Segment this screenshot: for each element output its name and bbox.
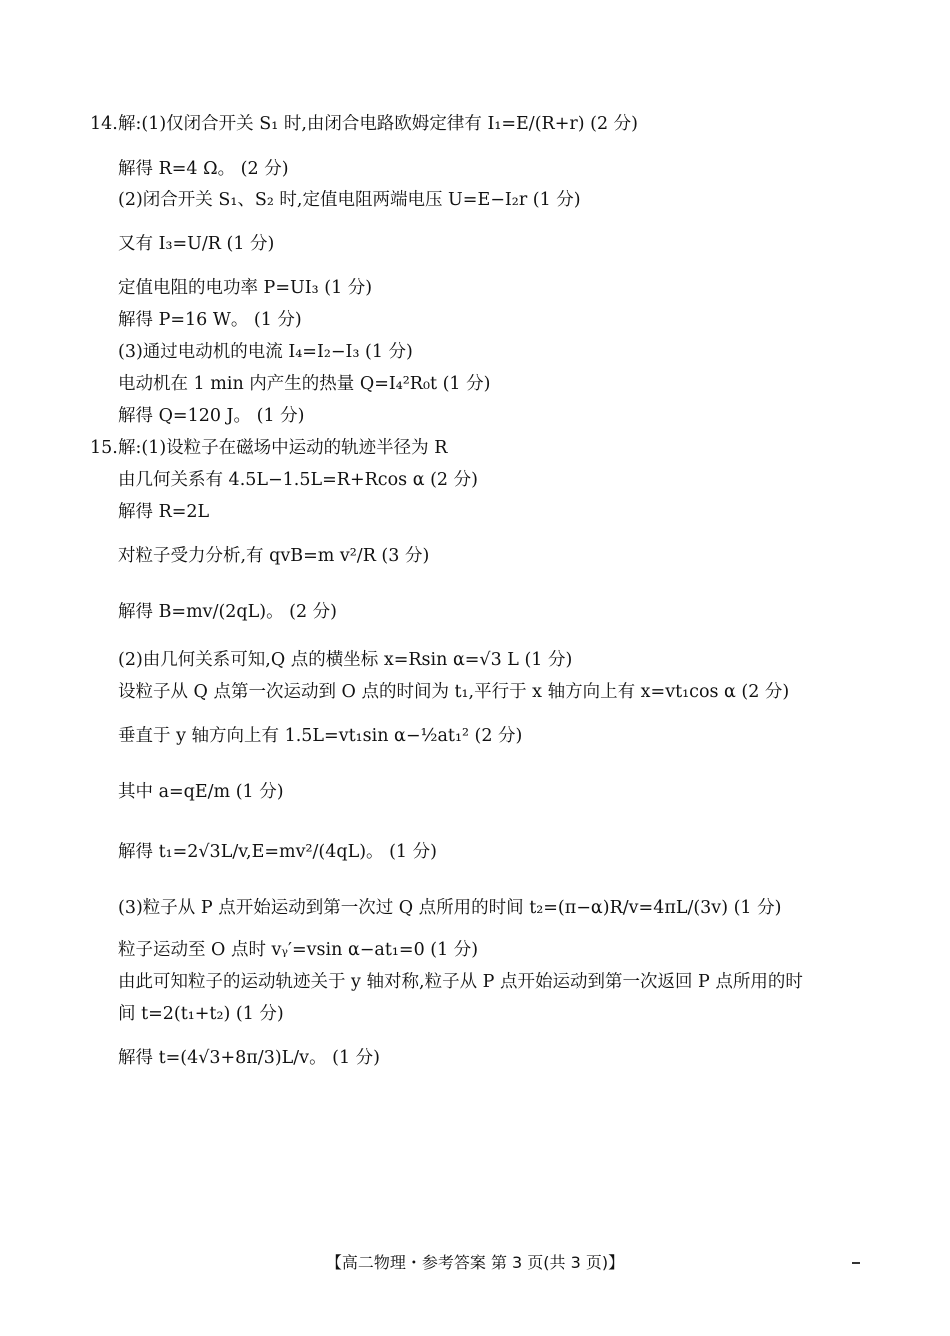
- p15-line-12: 粒子运动至 O 点时 vᵧ′=vsin α−at₁=0 (1 分): [118, 940, 479, 960]
- p14-line-3: (2)闭合开关 S₁、S₂ 时,定值电阻两端电压 U=E−I₂r (1 分): [118, 190, 581, 210]
- p14-line-4: 又有 I₃=U/R (1 分): [118, 234, 275, 254]
- p14-line-7: (3)通过电动机的电流 I₄=I₂−I₃ (1 分): [118, 342, 413, 362]
- page-footer: 【高二物理・参考答案 第 3 页(共 3 页)】: [325, 1253, 625, 1272]
- p14-line-5: 定值电阻的电功率 P=UI₃ (1 分): [118, 278, 373, 298]
- p14-line-6: 解得 P=16 W。 (1 分): [118, 310, 302, 330]
- p15-line-5: 解得 B=mv/(2qL)。 (2 分): [118, 602, 337, 622]
- p14-line-1: [118, 112, 638, 136]
- p15-line-2: 由几何关系有 4.5L−1.5L=R+Rcos α (2 分): [118, 470, 478, 490]
- p15-line-9: 其中 a=qE/m (1 分): [118, 782, 284, 802]
- p15-line-11: (3)粒子从 P 点开始运动到第一次过 Q 点所用的时间 t₂=(π−α)R/v=4πL/(3v) (1 分): [118, 898, 782, 918]
- problem-15-number: 15.: [90, 438, 118, 458]
- p15-line-13: 由此可知粒子的运动轨迹关于 y 轴对称,粒子从 P 点开始运动到第一次返回 P 点所用的时: [118, 972, 803, 992]
- p15-line-10: 解得 t₁=2√3L/v,E=mv²/(4qL)。 (1 分): [118, 842, 437, 862]
- p15-line-6: (2)由几何关系可知,Q 点的横坐标 x=Rsin α=√3 L (1 分): [118, 650, 573, 670]
- p15-line-7: 设粒子从 Q 点第一次运动到 O 点的时间为 t₁,平行于 x 轴方向上有 x=vt₁cos α (2 分): [118, 682, 790, 702]
- corner-mark: [852, 1262, 860, 1264]
- p15-line-1: 解:(1)设粒子在磁场中运动的轨迹半径为 R: [118, 438, 448, 458]
- p14-line-1-text: 解:(1)仅闭合开关 S₁ 时,由闭合电路欧姆定律有 I₁=E/(R+r) (2 分): [118, 114, 638, 134]
- p14-line-8: 电动机在 1 min 内产生的热量 Q=I₄²R₀t (1 分): [118, 374, 491, 394]
- p14-line-9: 解得 Q=120 J。 (1 分): [118, 406, 305, 426]
- p15-line-4: 对粒子受力分析,有 qvB=m v²/R (3 分): [118, 546, 430, 566]
- p15-line-8: 垂直于 y 轴方向上有 1.5L=vt₁sin α−½at₁² (2 分): [118, 726, 523, 746]
- p14-line-2: 解得 R=4 Ω。 (2 分): [118, 159, 289, 179]
- p15-line-15: 解得 t=(4√3+8π/3)L/v。 (1 分): [118, 1048, 380, 1068]
- p15-line-3: 解得 R=2L: [118, 502, 210, 522]
- p15-line-14: 间 t=2(t₁+t₂) (1 分): [118, 1004, 284, 1024]
- problem-14-number: 14.: [90, 114, 118, 134]
